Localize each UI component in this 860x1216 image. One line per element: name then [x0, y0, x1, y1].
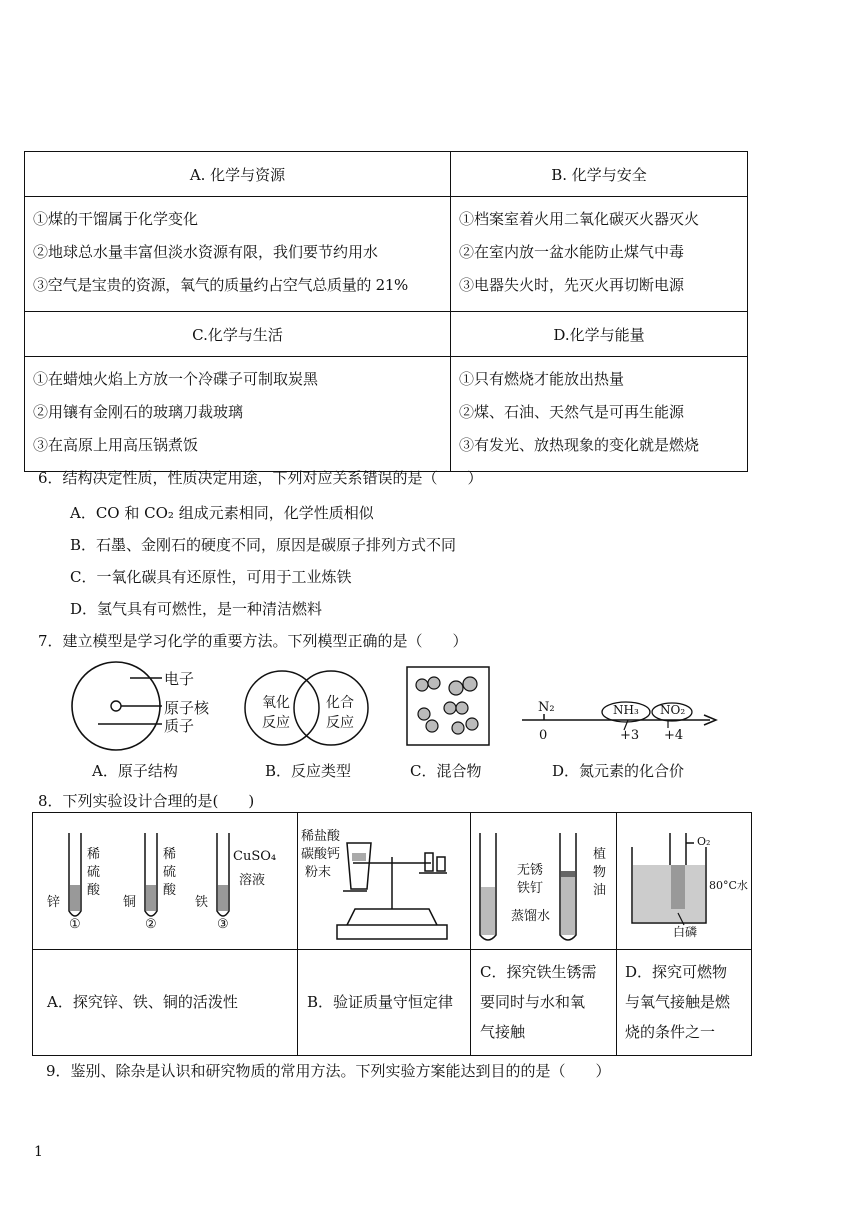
axis-zero-label: 0 — [539, 728, 548, 743]
q8-option-d-line3[interactable]: 烧的条件之一 — [625, 1023, 716, 1041]
cell-c-line: ③在高原上用高压锅煮饭 — [33, 436, 199, 454]
question-8-stem: 8．下列实验设计合理的是( ) — [38, 792, 255, 810]
nail-label-1: 无锈 — [517, 863, 544, 878]
cell-a-head: A. 化学与资源 — [25, 152, 451, 197]
axis-no2-label: NO₂ — [660, 703, 686, 717]
cell-c-body — [25, 357, 451, 472]
q6-option-a[interactable]: A．CO 和 CO₂ 组成元素相同，化学性质相似 — [70, 504, 374, 522]
hot-water-label: 80°C水 — [709, 879, 748, 892]
cell-a-line: ②地球总水量丰富但淡水资源有限，我们要节约用水 — [33, 243, 379, 261]
venn-left-line2: 反应 — [262, 715, 290, 731]
cell-b-line: ③电器失火时，先灭火再切断电源 — [459, 276, 685, 294]
cell-b-line: ②在室内放一盆水能防止煤气中毒 — [459, 243, 685, 261]
mixture-box-figure — [406, 666, 490, 746]
venn-right-line2: 反应 — [326, 715, 354, 731]
q8-option-d-line1[interactable]: D．探究可燃物 — [625, 963, 728, 981]
cell-d-body — [451, 357, 748, 472]
cell-d-line: ③有发光、放热现象的变化就是燃烧 — [459, 436, 700, 454]
q8-option-d-line2[interactable]: 与氧气接触是燃 — [625, 993, 731, 1011]
axis-n2-label: N₂ — [538, 700, 555, 715]
cell-d-head: D.化学与能量 — [451, 312, 748, 357]
q8-option-c-line2[interactable]: 要同时与水和氧 — [480, 993, 586, 1011]
cell-c-line: ②用镶有金刚石的玻璃刀裁玻璃 — [33, 403, 244, 421]
experiment-table — [32, 812, 752, 1056]
oil-label-3: 油 — [593, 883, 607, 898]
q7-option-c[interactable]: C．混合物 — [410, 762, 482, 780]
tube-number-2: ② — [145, 917, 157, 932]
cell-d-line: ②煤、石油、天然气是可再生能源 — [459, 403, 685, 421]
cell-b-line: ①档案室着火用二氧化碳灭火器灭火 — [459, 210, 700, 228]
tube-number-3: ③ — [217, 917, 229, 932]
oil-label-2: 物 — [593, 865, 607, 880]
question-7-stem: 7．建立模型是学习化学的重要方法。下列模型正确的是（ ） — [38, 632, 468, 650]
q6-option-b[interactable]: B．石墨、金刚石的硬度不同，原因是碳原子排列方式不同 — [70, 536, 457, 554]
axis-nh3-label: NH₃ — [613, 703, 639, 717]
axis-plus3-label: +3 — [620, 728, 640, 743]
cuso4-label: CuSO₄ — [233, 849, 277, 864]
solution-label: 溶液 — [239, 873, 266, 888]
acid-label-2: 酸 — [163, 883, 177, 898]
q6-option-c[interactable]: C．一氧化碳具有还原性，可用于工业炼铁 — [70, 568, 352, 586]
cell-a-body — [25, 197, 451, 312]
acid-label-1: 稀 — [87, 847, 101, 862]
knowledge-table — [24, 151, 748, 472]
cell-d-line: ①只有燃烧才能放出热量 — [459, 370, 625, 388]
q8-option-a[interactable]: A．探究锌、铁、铜的活泼性 — [47, 993, 238, 1011]
cell-b-body — [451, 197, 748, 312]
question-9-stem: 9．鉴别、除杂是认识和研究物质的常用方法。下列实验方案能达到目的的是（ ） — [46, 1062, 611, 1080]
oil-label-1: 植 — [593, 847, 607, 862]
acid-label-1: 酸 — [87, 883, 101, 898]
white-phosphorus-label: 白磷 — [673, 925, 698, 939]
atom-label-proton: 质子 — [164, 717, 195, 735]
q7-option-b[interactable]: B．反应类型 — [265, 762, 352, 780]
cell-c-head: C.化学与生活 — [25, 312, 451, 357]
atom-label-electron: 电子 — [164, 670, 195, 688]
q8-option-c-line1[interactable]: C．探究铁生锈需 — [480, 963, 597, 981]
metal-copper: 铜 — [123, 895, 137, 910]
hcl-label: 稀盐酸 — [301, 829, 341, 844]
q7-option-d[interactable]: D．氮元素的化合价 — [552, 762, 685, 780]
o2-label: O₂ — [697, 835, 711, 848]
distilled-water-label: 蒸馏水 — [511, 909, 551, 924]
q6-option-d[interactable]: D．氢气具有可燃性，是一种清洁燃料 — [70, 600, 323, 618]
metal-zinc: 锌 — [47, 895, 61, 910]
axis-plus4-label: +4 — [664, 728, 684, 743]
acid-label-2: 硫 — [163, 865, 177, 880]
cell-a-line: ③空气是宝贵的资源，氧气的质量约占空气总质量的 21% — [33, 276, 409, 294]
acid-label-2: 稀 — [163, 847, 177, 862]
cell-b-head: B. 化学与安全 — [451, 152, 748, 197]
acid-label-1: 硫 — [87, 865, 101, 880]
nail-label-2: 铁钉 — [517, 881, 544, 896]
venn-right-line1: 化合 — [326, 695, 354, 711]
cell-c-line: ①在蜡烛火焰上方放一个冷碟子可制取炭黑 — [33, 370, 319, 388]
tube-number-1: ① — [69, 917, 81, 932]
venn-left-line1: 氧化 — [262, 695, 290, 711]
powder-label: 粉末 — [305, 865, 332, 880]
q8-option-c-line3[interactable]: 气接触 — [480, 1023, 526, 1041]
atom-label-nucleus: 原子核 — [164, 699, 210, 717]
q8-option-b[interactable]: B．验证质量守恒定律 — [307, 993, 454, 1011]
page-number: 1 — [34, 1144, 43, 1160]
cell-a-line: ①煤的干馏属于化学变化 — [33, 210, 199, 228]
q7-option-a[interactable]: A．原子结构 — [92, 762, 178, 780]
caco3-label: 碳酸钙 — [301, 847, 341, 862]
question-6-stem: 6．结构决定性质，性质决定用途，下列对应关系错误的是（ ） — [38, 469, 483, 487]
metal-iron: 铁 — [195, 895, 209, 910]
